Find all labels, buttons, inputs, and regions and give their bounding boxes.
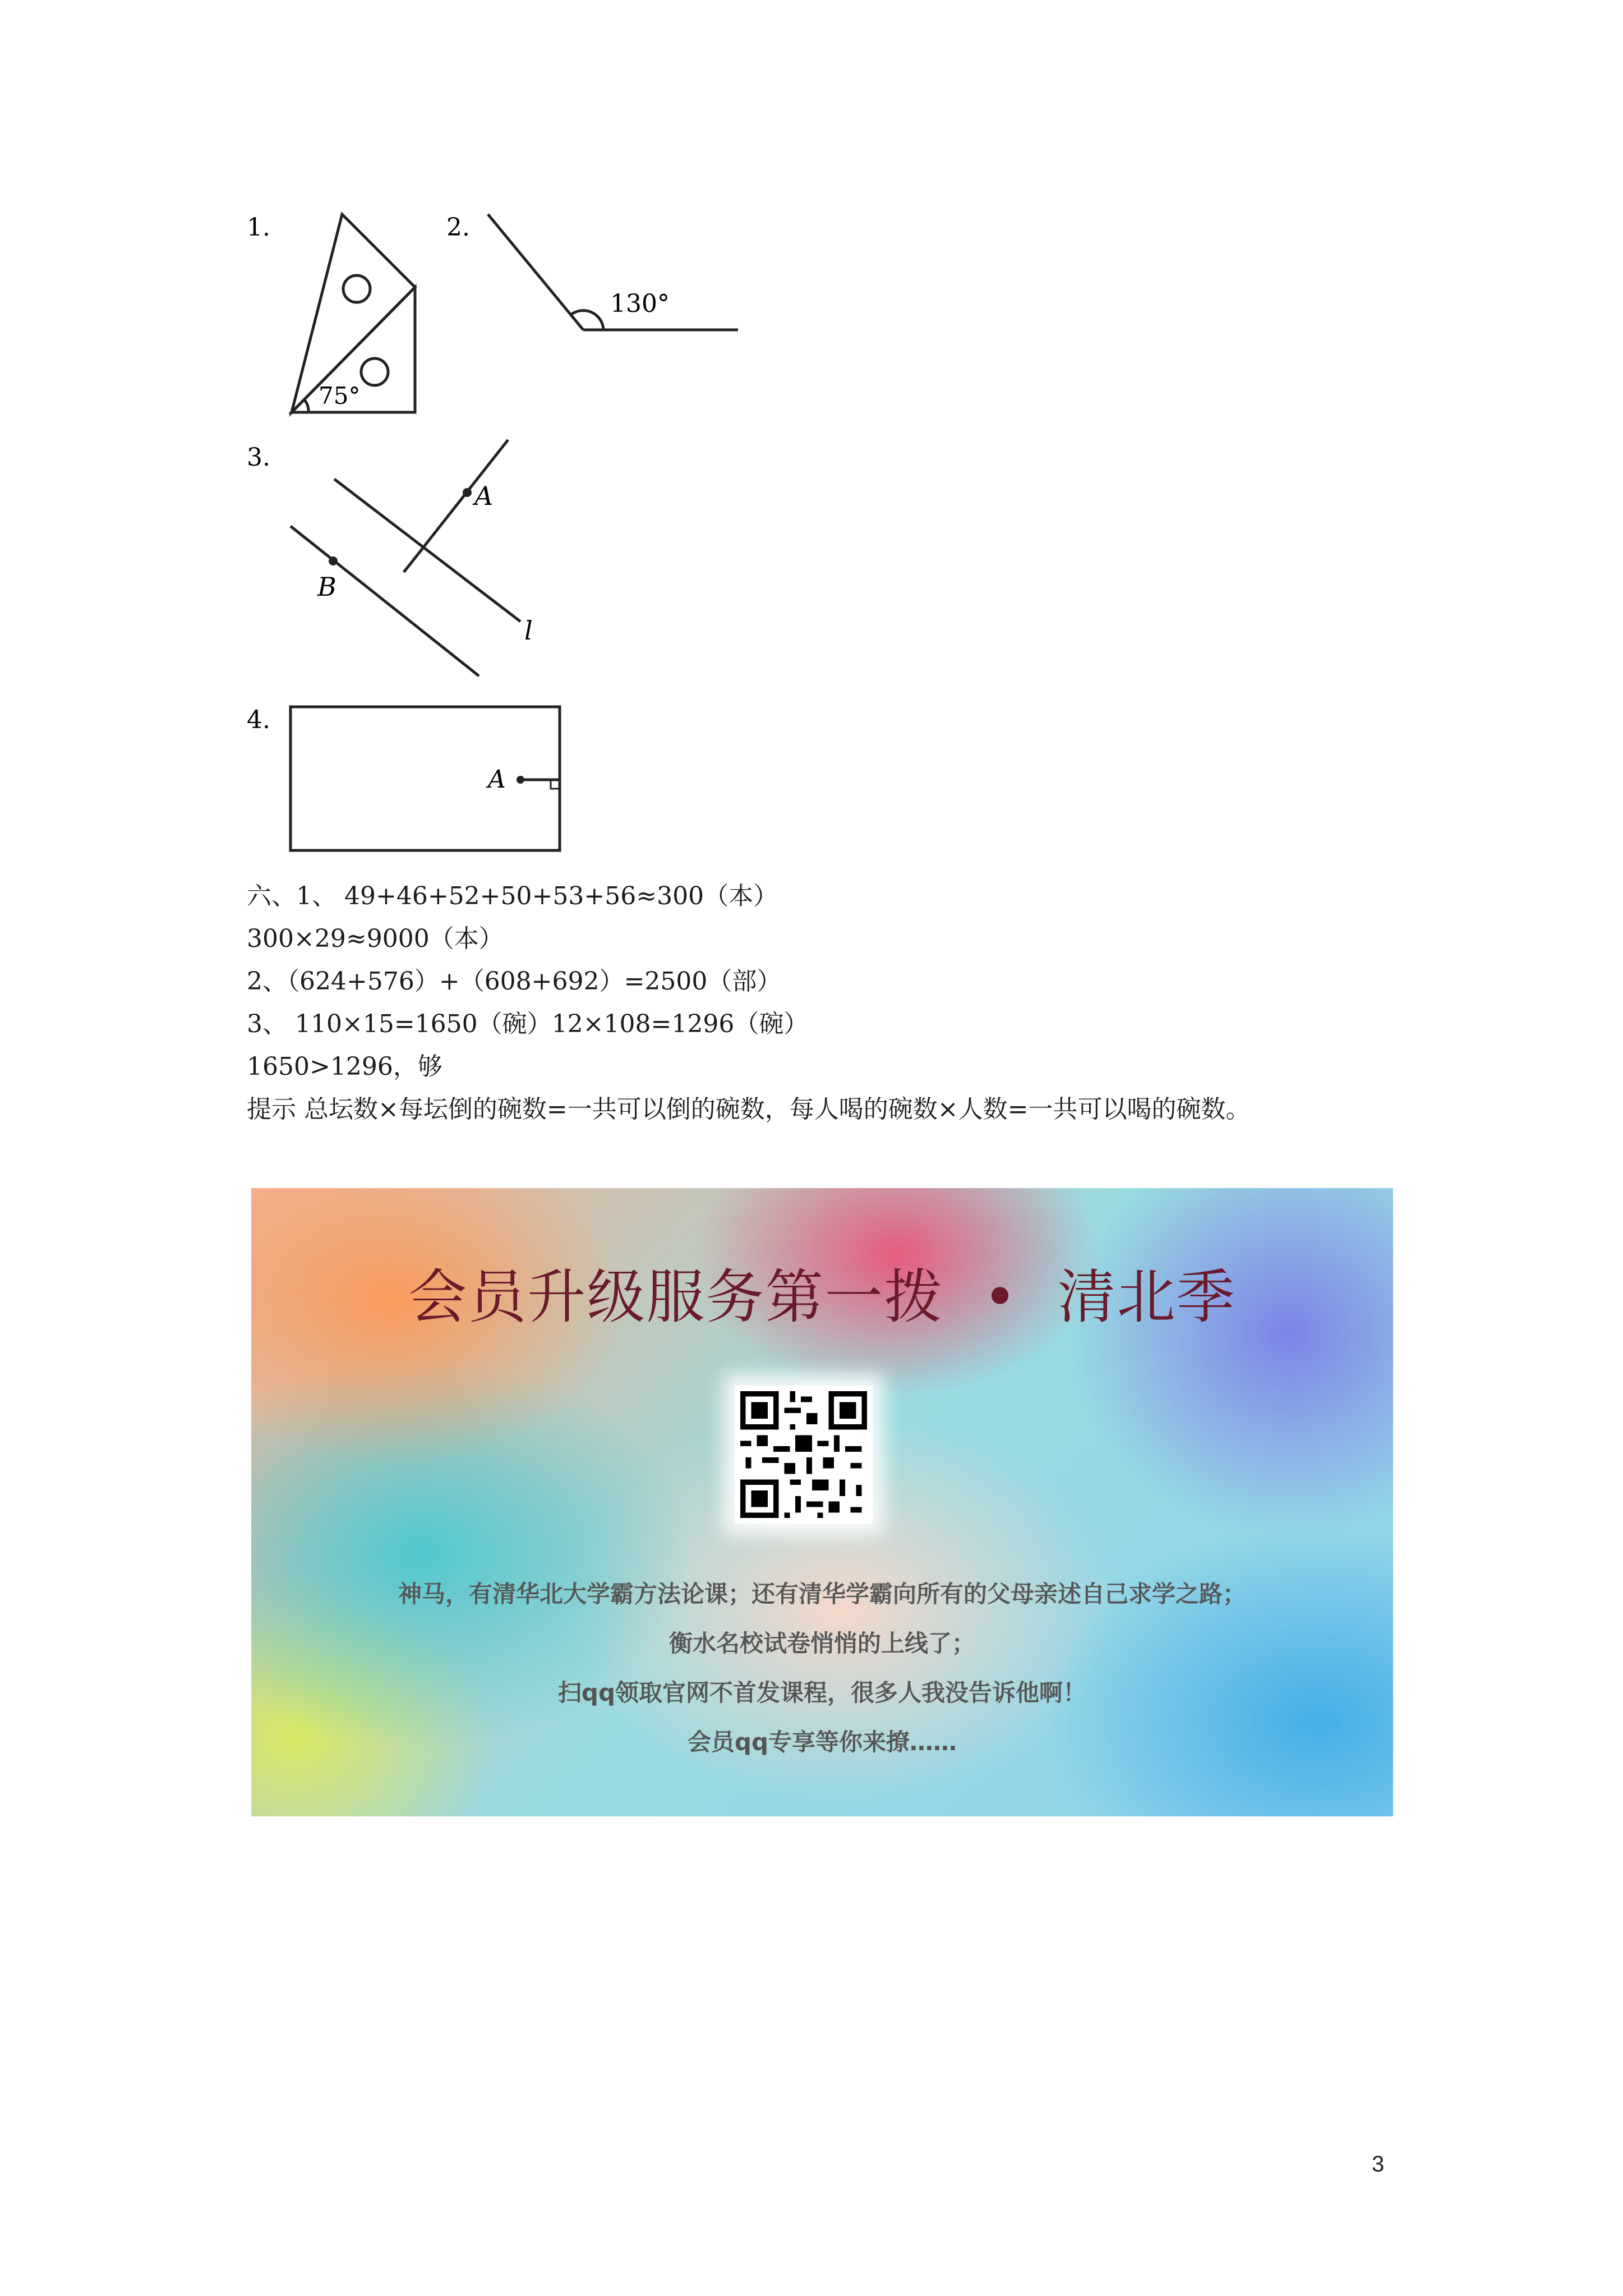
banner-title-left: 会员升级服务第一拨 [408, 1263, 944, 1331]
banner-line: 会员qq专享等你来撩…… [687, 1728, 957, 1756]
banner-line: 扫qq领取官网不首发课程，很多人我没告诉他啊！ [557, 1679, 1087, 1706]
point-a-dot-rect [517, 776, 524, 784]
point-b-dot [329, 556, 338, 565]
line-l-label: l [524, 615, 533, 646]
point-a-label: A [474, 481, 494, 511]
figure-1-number: 1. [247, 213, 270, 242]
point-a-dot [463, 488, 472, 497]
banner-message [251, 1570, 1393, 1767]
figure-4-number: 4. [247, 706, 270, 734]
figure-3-number: 3. [247, 443, 270, 472]
answer-line: 300×29≈9000（本） [247, 924, 504, 953]
answer-line: 1650>1296，够 [247, 1052, 442, 1081]
banner-title [251, 1250, 1393, 1334]
figure-2-angle-label: 130° [610, 289, 670, 318]
banner-title-separator: • [983, 1263, 1018, 1331]
answer-line: 六、1、 49+46+52+50+53+56≈300（本） [247, 882, 778, 910]
page-number: 3 [1372, 2152, 1385, 2177]
banner-title-right: 清北季 [1057, 1263, 1236, 1331]
geometry-figures [0, 0, 1623, 875]
figure-2-number: 2. [446, 213, 470, 242]
banner-line: 衡水名校试卷悄悄的上线了； [668, 1630, 975, 1657]
point-a-label-rect: A [488, 765, 506, 794]
banner-line: 神马，有清华北大学霸方法论课；还有清华学霸向所有的父母亲述自己求学之路； [398, 1580, 1246, 1608]
point-b-label: B [317, 572, 336, 602]
answer-section [247, 875, 1481, 1131]
qr-code-icon[interactable] [735, 1386, 873, 1524]
answer-line: 3、 110×15=1650（碗）12×108=1296（碗） [247, 1010, 809, 1038]
answer-line: 2、（624+576）+（608+692）=2500（部） [247, 967, 782, 996]
figure-3-lines [291, 440, 520, 676]
answer-hint: 提示 总坛数×每坛倒的碗数=一共可以倒的碗数，每人喝的碗数×人数=一共可以喝的碗数。 [247, 1095, 1251, 1124]
promo-banner[interactable] [251, 1188, 1393, 1816]
figure-1-angle-label: 75° [319, 382, 361, 409]
